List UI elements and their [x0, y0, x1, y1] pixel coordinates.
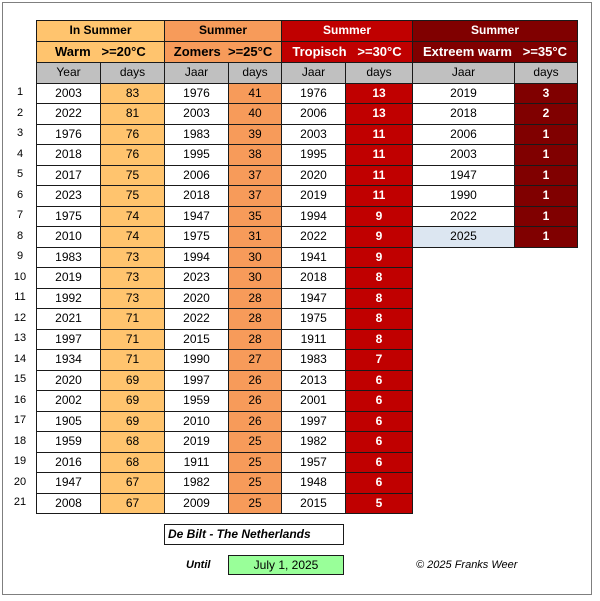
- days-cell: 1: [515, 206, 578, 227]
- year-cell: 2019: [413, 83, 515, 104]
- row-number: 6: [16, 188, 24, 201]
- table-row: [37, 104, 165, 125]
- table-row: [37, 329, 165, 350]
- days-cell: 30: [229, 268, 282, 289]
- year-cell: 1994: [165, 247, 229, 268]
- row-number: 21: [13, 496, 27, 508]
- group-title: In Summer: [37, 21, 165, 42]
- table-row: [282, 206, 413, 227]
- table-row: [165, 124, 282, 145]
- table-row: [165, 288, 282, 309]
- year-cell: 2019: [282, 186, 346, 207]
- table-row: [37, 288, 165, 309]
- days-cell: 25: [229, 452, 282, 473]
- table-row: [282, 83, 413, 104]
- row-number: 17: [13, 414, 27, 426]
- year-cell: 2018: [37, 145, 101, 166]
- year-cell: 2003: [413, 145, 515, 166]
- row-number: 12: [13, 311, 27, 324]
- days-cell: 3: [515, 83, 578, 104]
- days-cell: 26: [229, 391, 282, 412]
- days-cell: 69: [101, 411, 165, 432]
- days-cell: 1: [515, 124, 578, 145]
- col-days-header: days: [346, 63, 413, 84]
- year-cell: 2023: [165, 268, 229, 289]
- days-cell: 73: [101, 288, 165, 309]
- year-cell: 2018: [413, 104, 515, 125]
- table-extreem-35: [412, 20, 578, 248]
- col-days-header: days: [101, 63, 165, 84]
- days-cell: 71: [101, 329, 165, 350]
- year-cell: 2018: [165, 186, 229, 207]
- table-row: [165, 473, 282, 494]
- days-cell: 9: [346, 247, 413, 268]
- row-number: 15: [13, 373, 27, 385]
- days-cell: 83: [101, 83, 165, 104]
- year-cell: 1947: [37, 473, 101, 494]
- table-row: [165, 227, 282, 248]
- days-cell: 7: [346, 350, 413, 371]
- year-cell: 1911: [165, 452, 229, 473]
- table-tropisch-30: [281, 20, 413, 514]
- col-year-header: Jaar: [165, 63, 229, 84]
- year-cell: 1947: [165, 206, 229, 227]
- table-row: [282, 391, 413, 412]
- days-cell: 68: [101, 432, 165, 453]
- days-cell: 37: [229, 186, 282, 207]
- year-cell: 2020: [37, 370, 101, 391]
- table-row: [165, 145, 282, 166]
- group-subtitle: Zomers >=25°C: [165, 42, 282, 63]
- days-cell: 71: [101, 309, 165, 330]
- days-cell: 67: [101, 493, 165, 514]
- table-row: [165, 493, 282, 514]
- table-row: [282, 145, 413, 166]
- until-date: July 1, 2025: [228, 555, 344, 575]
- group-title: Summer: [165, 21, 282, 42]
- days-cell: 8: [346, 329, 413, 350]
- year-cell: 2015: [165, 329, 229, 350]
- year-cell: 2022: [37, 104, 101, 125]
- year-cell: 2009: [165, 493, 229, 514]
- location-label: De Bilt - The Netherlands: [164, 524, 344, 545]
- year-cell: 1947: [282, 288, 346, 309]
- year-cell: 2006: [413, 124, 515, 145]
- days-cell: 37: [229, 165, 282, 186]
- year-cell: 1975: [282, 309, 346, 330]
- table-row: [282, 309, 413, 330]
- table-row: [165, 165, 282, 186]
- year-cell: 2023: [37, 186, 101, 207]
- table-warm-20: [36, 20, 165, 514]
- table-row: [282, 473, 413, 494]
- days-cell: 76: [101, 124, 165, 145]
- table-row: [165, 268, 282, 289]
- table-row: [282, 350, 413, 371]
- table-row: [37, 473, 165, 494]
- row-number: 19: [13, 455, 27, 467]
- days-cell: 27: [229, 350, 282, 371]
- days-cell: 8: [346, 288, 413, 309]
- col-year-header: Jaar: [413, 63, 515, 84]
- table-row: [37, 411, 165, 432]
- table-row: [165, 391, 282, 412]
- year-cell: 2020: [165, 288, 229, 309]
- table-row: [413, 83, 578, 104]
- group-subtitle: Extreem warm >=35°C: [413, 42, 578, 63]
- year-cell: 1905: [37, 411, 101, 432]
- table-row: [413, 165, 578, 186]
- year-cell: 1975: [37, 206, 101, 227]
- year-cell: 1983: [37, 247, 101, 268]
- year-cell: 1990: [413, 186, 515, 207]
- year-cell: 1983: [165, 124, 229, 145]
- table-row: [165, 452, 282, 473]
- days-cell: 8: [346, 309, 413, 330]
- table-row: [37, 391, 165, 412]
- table-row: [37, 206, 165, 227]
- table-row: [282, 227, 413, 248]
- days-cell: 28: [229, 309, 282, 330]
- row-number: 11: [14, 291, 26, 303]
- year-cell: 2003: [282, 124, 346, 145]
- table-row: [413, 145, 578, 166]
- year-cell: 2019: [37, 268, 101, 289]
- group-title: Summer: [413, 21, 578, 42]
- days-cell: 25: [229, 473, 282, 494]
- row-number: 5: [16, 168, 24, 180]
- days-cell: 25: [229, 493, 282, 514]
- days-cell: 11: [346, 124, 413, 145]
- days-cell: 81: [101, 104, 165, 125]
- table-zomers-25: [164, 20, 282, 514]
- year-cell: 1995: [282, 145, 346, 166]
- row-number: 4: [16, 147, 24, 160]
- row-numbers: [6, 82, 34, 513]
- year-cell: 1992: [37, 288, 101, 309]
- days-cell: 75: [101, 186, 165, 207]
- year-cell: 1982: [165, 473, 229, 494]
- group-subtitle: Warm >=20°C: [37, 42, 165, 63]
- table-row: [282, 370, 413, 391]
- days-cell: 5: [346, 493, 413, 514]
- days-cell: 6: [346, 411, 413, 432]
- year-cell: 1983: [282, 350, 346, 371]
- days-cell: 28: [229, 288, 282, 309]
- year-cell: 2022: [165, 309, 229, 330]
- year-cell: 2001: [282, 391, 346, 412]
- days-cell: 9: [346, 206, 413, 227]
- row-number: 16: [13, 393, 27, 406]
- table-row: [37, 493, 165, 514]
- table-row: [165, 247, 282, 268]
- table-row: [282, 493, 413, 514]
- row-number: 3: [16, 127, 24, 139]
- days-cell: 6: [346, 452, 413, 473]
- days-cell: 2: [515, 104, 578, 125]
- row-number: 7: [16, 209, 24, 221]
- table-row: [37, 247, 165, 268]
- year-cell: 1982: [282, 432, 346, 453]
- table-row: [37, 309, 165, 330]
- table-row: [282, 452, 413, 473]
- days-cell: 26: [229, 411, 282, 432]
- year-cell: 1994: [282, 206, 346, 227]
- year-cell: 2022: [282, 227, 346, 248]
- days-cell: 74: [101, 227, 165, 248]
- table-row: [37, 227, 165, 248]
- year-cell: 1995: [165, 145, 229, 166]
- days-cell: 13: [346, 83, 413, 104]
- col-year-header: Jaar: [282, 63, 346, 84]
- year-cell: 2019: [165, 432, 229, 453]
- table-row: [37, 165, 165, 186]
- year-cell: 1959: [165, 391, 229, 412]
- days-cell: 69: [101, 391, 165, 412]
- table-row: [413, 186, 578, 207]
- table-row: [165, 411, 282, 432]
- until-label: Until: [186, 559, 211, 571]
- table-row: [282, 411, 413, 432]
- days-cell: 9: [346, 227, 413, 248]
- year-cell: 2010: [37, 227, 101, 248]
- year-cell: 1976: [37, 124, 101, 145]
- year-cell: 1947: [413, 165, 515, 186]
- table-row: [37, 452, 165, 473]
- table-row: [165, 186, 282, 207]
- table-row: [282, 268, 413, 289]
- table-row: [37, 83, 165, 104]
- table-row: [165, 432, 282, 453]
- days-cell: 30: [229, 247, 282, 268]
- copyright-text: © 2025 Franks Weer: [416, 559, 518, 571]
- year-cell: 2021: [37, 309, 101, 330]
- table-row: [282, 329, 413, 350]
- days-cell: 8: [346, 268, 413, 289]
- row-number: 18: [13, 434, 27, 447]
- days-cell: 74: [101, 206, 165, 227]
- year-cell: 2018: [282, 268, 346, 289]
- days-cell: 13: [346, 104, 413, 125]
- table-row: [413, 124, 578, 145]
- year-cell: 2013: [282, 370, 346, 391]
- row-number: 1: [16, 86, 24, 98]
- days-cell: 1: [515, 165, 578, 186]
- days-cell: 40: [229, 104, 282, 125]
- year-cell: 1975: [165, 227, 229, 248]
- days-cell: 35: [229, 206, 282, 227]
- table-row: [413, 104, 578, 125]
- table-row: [282, 124, 413, 145]
- year-cell: 1997: [165, 370, 229, 391]
- row-number: 2: [16, 106, 24, 119]
- table-row: [165, 329, 282, 350]
- row-number: 9: [16, 250, 24, 262]
- year-cell: 2020: [282, 165, 346, 186]
- days-cell: 11: [346, 186, 413, 207]
- table-row: [37, 370, 165, 391]
- year-cell: 1957: [282, 452, 346, 473]
- year-cell: 1997: [37, 329, 101, 350]
- year-cell: 2010: [165, 411, 229, 432]
- days-cell: 6: [346, 432, 413, 453]
- days-cell: 39: [229, 124, 282, 145]
- table-row: [165, 83, 282, 104]
- days-cell: 25: [229, 432, 282, 453]
- days-cell: 6: [346, 391, 413, 412]
- days-cell: 68: [101, 452, 165, 473]
- days-cell: 1: [515, 145, 578, 166]
- table-row: [165, 370, 282, 391]
- row-number: 20: [13, 475, 27, 488]
- year-cell: 2015: [282, 493, 346, 514]
- table-row: [413, 206, 578, 227]
- days-cell: 69: [101, 370, 165, 391]
- days-cell: 76: [101, 145, 165, 166]
- year-cell: 1997: [282, 411, 346, 432]
- row-number: 10: [13, 270, 27, 283]
- days-cell: 75: [101, 165, 165, 186]
- days-cell: 31: [229, 227, 282, 248]
- table-row: [282, 165, 413, 186]
- days-cell: 1: [515, 227, 578, 248]
- year-cell: 2003: [37, 83, 101, 104]
- days-cell: 26: [229, 370, 282, 391]
- year-cell: 1959: [37, 432, 101, 453]
- table-row: [165, 206, 282, 227]
- days-cell: 41: [229, 83, 282, 104]
- year-cell: 2006: [165, 165, 229, 186]
- days-cell: 73: [101, 268, 165, 289]
- year-cell: 2003: [165, 104, 229, 125]
- table-row: [37, 145, 165, 166]
- table-row: [282, 288, 413, 309]
- table-row: [37, 350, 165, 371]
- table-row: [165, 309, 282, 330]
- year-cell: 2006: [282, 104, 346, 125]
- days-cell: 11: [346, 165, 413, 186]
- group-subtitle: Tropisch >=30°C: [282, 42, 413, 63]
- year-cell: 1948: [282, 473, 346, 494]
- year-cell: 2022: [413, 206, 515, 227]
- days-cell: 38: [229, 145, 282, 166]
- days-cell: 71: [101, 350, 165, 371]
- col-days-header: days: [229, 63, 282, 84]
- year-cell: 1941: [282, 247, 346, 268]
- days-cell: 6: [346, 370, 413, 391]
- year-cell: 2016: [37, 452, 101, 473]
- table-row: [165, 350, 282, 371]
- table-row: [282, 104, 413, 125]
- table-row: [282, 186, 413, 207]
- table-row: [37, 268, 165, 289]
- row-number: 13: [13, 332, 27, 344]
- year-cell: 1934: [37, 350, 101, 371]
- table-row: [165, 104, 282, 125]
- days-cell: 11: [346, 145, 413, 166]
- year-cell: 1976: [282, 83, 346, 104]
- year-cell: 1976: [165, 83, 229, 104]
- table-row: [282, 247, 413, 268]
- table-row: [37, 432, 165, 453]
- table-row: [37, 186, 165, 207]
- group-title: Summer: [282, 21, 413, 42]
- year-cell: 2025: [413, 227, 515, 248]
- year-cell: 2017: [37, 165, 101, 186]
- table-row: [282, 432, 413, 453]
- table-row: [37, 124, 165, 145]
- col-days-header: days: [515, 63, 578, 84]
- row-number: 8: [16, 229, 24, 242]
- year-cell: 1911: [282, 329, 346, 350]
- col-year-header: Year: [37, 63, 101, 84]
- days-cell: 1: [515, 186, 578, 207]
- days-cell: 73: [101, 247, 165, 268]
- year-cell: 2008: [37, 493, 101, 514]
- days-cell: 28: [229, 329, 282, 350]
- days-cell: 6: [346, 473, 413, 494]
- table-row: [413, 227, 578, 248]
- year-cell: 2002: [37, 391, 101, 412]
- row-number: 14: [13, 352, 27, 365]
- year-cell: 1990: [165, 350, 229, 371]
- days-cell: 67: [101, 473, 165, 494]
